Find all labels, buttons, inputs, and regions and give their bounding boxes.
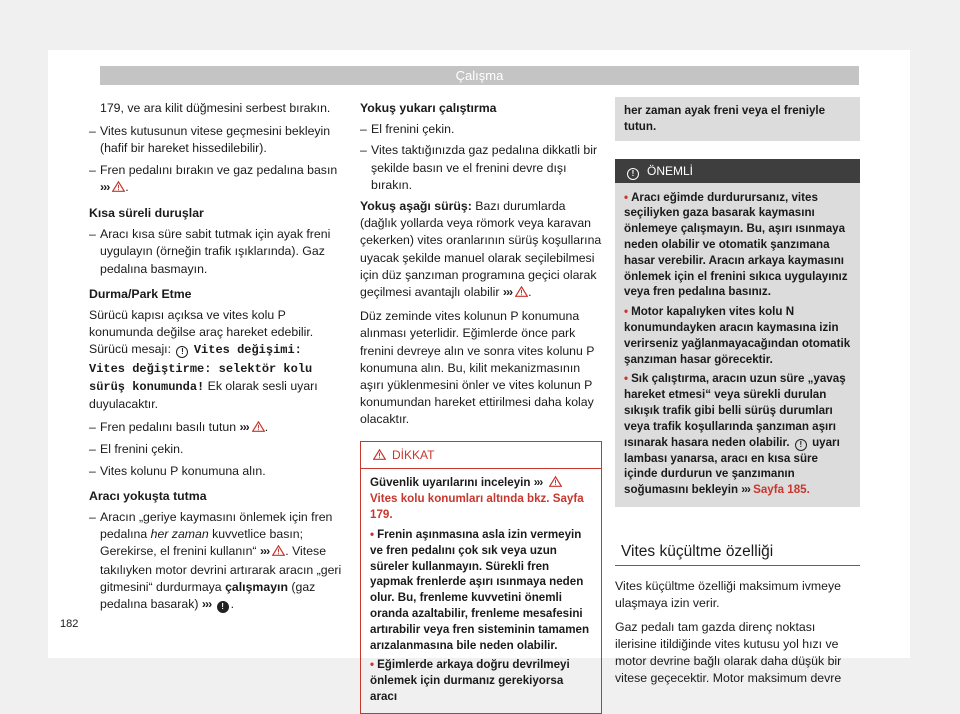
page-number: 182 bbox=[60, 618, 79, 630]
caution-circle-icon: ! bbox=[217, 601, 229, 613]
list-item: – Vites kolunu P konumuna alın. bbox=[89, 463, 345, 480]
paragraph: Yokuş aşağı sürüş: Bazı durumlarda (dağlık yollarda veya römork veya karavan çekerken) vites oranlarının sürüş koşullarına uyacak şekilde manuel olarak seçilebilmesi için düz şanzıman programına geçici olarak geçilmesi avantajlı olabilir ››› . bbox=[360, 198, 602, 302]
list-item: – El frenini çekin. bbox=[360, 121, 602, 138]
heading: Kısa süreli duruşlar bbox=[89, 206, 204, 221]
important-box-body: • Aracı eğimde durdurursanız, vites seçiliyken gaza basarak kaymasını önlemeye çalışmayın. Bu, aşırı ısınmaya neden olabilir ve otomatik şanzımana hasar verebilir. Aracın arkaya kaymasını önlemek için el frenini sıkıca uygulayınız veya fren pedalına basınız. • Motor kapalıyken vites kolu N konumundayken aracın kaymasına izin verirseniz yağlanmayacağından otomatik şanzıman hasar görecektir. • Sık çalıştırma, aracın uzun süre „yavaş hareket etmesi“ veya sürekli durulan sıkışık trafik gibi belli sürüş durumları veya trafik koşullarında şanzıman aşırı ısınarak hasara neden olabilir. ! uyarı lambası yanarsa, aracı en kısa süre içinde durdurun ve şanzımanın soğumasını bekleyin ››› Sayfa 185. bbox=[624, 190, 851, 497]
arrow-icon: ››› bbox=[502, 285, 513, 300]
paragraph: 179, ve ara kilit düğmesini serbest bırakın. bbox=[100, 101, 331, 115]
bullet-icon: • bbox=[624, 190, 629, 204]
column-right bbox=[615, 97, 860, 693]
warning-triangle-icon bbox=[549, 476, 562, 492]
paragraph: Düz zeminde vites kolunun P konumuna alınması yeterlidir. Eğimlerde önce park frenini devreye alın ve sonra vites kolunu P konumuna alın. Bu, kilit mekanizmasının aşırı yüklenmesini önler ve vites kolunun P konumundan hareket ettirilmesi daha kolay olacaktır. bbox=[360, 309, 595, 427]
warning-triangle-icon bbox=[515, 285, 528, 302]
driver-message: Vites değişimi: Vites değiştirme: selektör kolu sürüş konumunda! bbox=[89, 343, 313, 394]
warning-triangle-icon bbox=[112, 180, 125, 197]
warning-triangle-icon bbox=[252, 420, 265, 437]
info-circle-icon: ! bbox=[176, 346, 188, 358]
page-link[interactable]: Sayfa 185. bbox=[753, 483, 810, 497]
arrow-icon: ››› bbox=[533, 475, 543, 489]
list-item: – Vites taktığınızda gaz pedalına dikkatli bir şekilde basın ve el frenini devre dışı bırakın. bbox=[360, 142, 602, 194]
arrow-icon: ››› bbox=[201, 597, 212, 612]
warning-continuation: her zaman ayak freni veya el freniyle tutun. bbox=[615, 97, 860, 141]
page-link[interactable]: Vites kolu konumları altında bkz. Sayfa 179. bbox=[370, 492, 584, 522]
arrow-icon: ››› bbox=[100, 179, 110, 194]
column-left bbox=[89, 100, 345, 617]
info-circle-icon: ! bbox=[795, 439, 807, 451]
list-item: – Aracın „geriye kaymasını önlemek için fren pedalına her zaman kuvvetlice basın; Gerekirse, el frenini kullanın“ ››› . Vitese takılıyken motor devrini artırarak aracın „geri gitmesini“ durdurmaya çalışmayın (gaz pedalına basarak) ››› ! . bbox=[89, 509, 345, 613]
bullet-icon: • bbox=[624, 305, 629, 319]
paragraph: Gaz pedalı tam gazda direnç noktası ilerisine itildiğinde vites kutusu yol hızı ve motor devrine bağlı olarak daha düşük bir vitese geçecektir. Motor maksimum devre bbox=[615, 619, 842, 686]
list-item: – Aracı kısa süre sabit tutmak için ayak freni uygulayın (örneğin trafik ışıklarında). Gaz pedalına basmayın. bbox=[89, 226, 345, 278]
page-header: Çalışma bbox=[100, 66, 859, 85]
column-middle bbox=[360, 100, 602, 714]
warning-triangle-icon bbox=[373, 443, 386, 469]
heading: Durma/Park Etme bbox=[89, 286, 192, 301]
list-item: – Vites kutusunun vitese geçmesini bekleyin (hafif bir hareket hissedilebilir). bbox=[89, 123, 345, 157]
warning-box bbox=[360, 441, 602, 714]
arrow-icon: ››› bbox=[741, 483, 750, 497]
important-box bbox=[615, 159, 860, 507]
arrow-icon: ››› bbox=[259, 544, 270, 559]
heading: Yokuş yukarı çalıştırma bbox=[360, 101, 497, 115]
warning-box-body: Güvenlik uyarılarını inceleyin ››› Vites kolu konumları altında bkz. Sayfa 179. • Frenin aşınmasına asla izin vermeyin ve fren pedalını çok sık veya uzun süreler kullanmayın. Sürekli fren yapmak frenlerde aşırı ısınmaya neden olur. Bu, frenleme kuvvetini önemli oranda azaltabilir, frenleme mesafesini artırabilir veya fren sisteminin tamamen arızalanmasına bile neden olabilir. • Eğimlerde arkaya doğru devrilmeyi önlemek için durmanız gerekiyorsa aracı bbox=[370, 475, 590, 704]
warning-triangle-icon bbox=[272, 544, 285, 561]
bullet-icon: • bbox=[370, 528, 375, 542]
bullet-icon: • bbox=[370, 658, 375, 672]
warning-box-header: DİKKAT bbox=[361, 442, 601, 469]
important-box-header: ! ÖNEMLİ bbox=[615, 159, 860, 183]
paragraph: Vites küçültme özelliği maksimum ivmeye ulaşmaya izin verir. bbox=[615, 579, 841, 611]
list-item: – El frenini çekin. bbox=[89, 441, 345, 458]
list-item: – Fren pedalını basılı tutun ››› . bbox=[89, 419, 345, 437]
heading: Aracı yokuşta tutma bbox=[89, 488, 207, 503]
bullet-icon: • bbox=[624, 372, 629, 386]
paragraph: Sürücü kapısı açıksa ve vites kolu P konumunda değilse araç hareket edebilir. Sürücü mesajı: ! Vites değişimi: Vites değiştirme: selektör kolu sürüş konumunda! Ek olarak sesli uyarı duyulacaktır. bbox=[89, 308, 318, 412]
section-title: Vites küçültme özelliği bbox=[615, 543, 860, 566]
arrow-icon: ››› bbox=[239, 420, 249, 435]
info-circle-icon: ! bbox=[627, 168, 639, 180]
list-item: – Fren pedalını bırakın ve gaz pedalına basın ››› . bbox=[89, 162, 345, 197]
